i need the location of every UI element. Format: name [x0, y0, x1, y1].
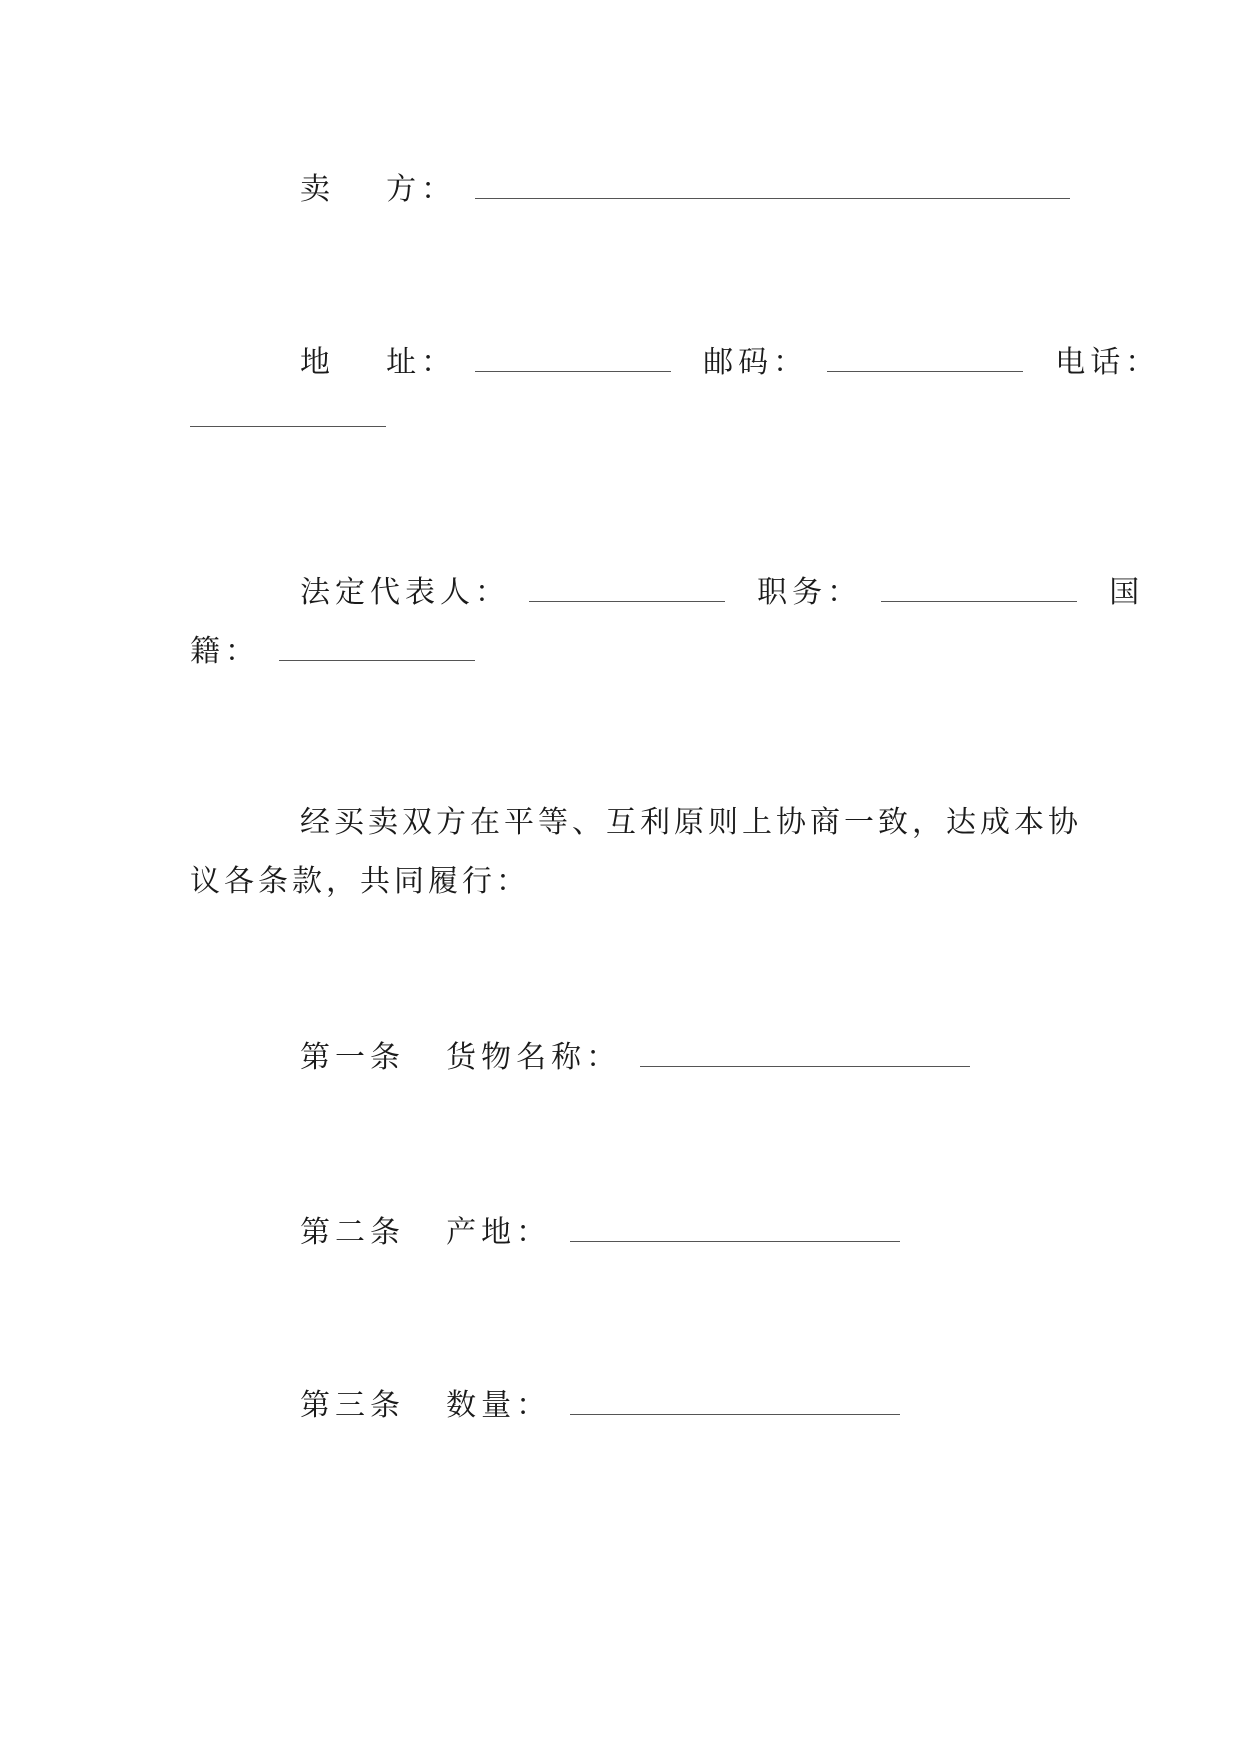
address-label-part2: 址： — [386, 345, 457, 380]
legal-rep-line — [300, 575, 1144, 608]
phone-line — [190, 400, 404, 433]
address-blank[interactable] — [475, 345, 671, 372]
postcode-blank[interactable] — [827, 345, 1023, 372]
address-label-part1: 地 — [300, 345, 335, 380]
article-2-blank[interactable] — [570, 1215, 900, 1242]
legal-rep-blank[interactable] — [529, 575, 725, 602]
article-1-label: 第一条 — [300, 1040, 405, 1075]
article-3-line — [300, 1388, 918, 1421]
phone-label: 电话： — [1055, 345, 1161, 380]
article-1-blank[interactable] — [640, 1040, 970, 1067]
nationality-label-start: 国 — [1109, 575, 1145, 610]
article-2-field-label: 产地： — [446, 1215, 552, 1250]
article-3-label: 第三条 — [300, 1388, 405, 1423]
article-1-line — [300, 1040, 988, 1073]
article-2-label: 第二条 — [300, 1215, 405, 1250]
article-1-field-label: 货物名称： — [446, 1040, 622, 1075]
intro-paragraph-line1: 经买卖双方在平等、互利原则上协商一致，达成本协 — [300, 805, 1082, 840]
address-line — [300, 345, 1160, 378]
position-blank[interactable] — [881, 575, 1077, 602]
phone-blank[interactable] — [190, 400, 386, 427]
position-label: 职务： — [757, 575, 863, 610]
legal-rep-label: 法定代表人： — [300, 575, 510, 610]
seller-name-blank[interactable] — [475, 172, 1070, 199]
seller-line — [300, 172, 1088, 205]
article-2-line — [300, 1215, 918, 1248]
seller-label-part2: 方： — [386, 172, 457, 207]
intro-paragraph-line2: 议各条款，共同履行： — [190, 864, 530, 899]
article-3-field-label: 数量： — [446, 1388, 552, 1423]
article-3-blank[interactable] — [570, 1388, 900, 1415]
nationality-label-end: 籍： — [190, 634, 260, 669]
nationality-line — [190, 634, 493, 667]
nationality-blank[interactable] — [279, 634, 475, 661]
postcode-label: 邮码： — [703, 345, 809, 380]
seller-label-part1: 卖 — [300, 172, 335, 207]
